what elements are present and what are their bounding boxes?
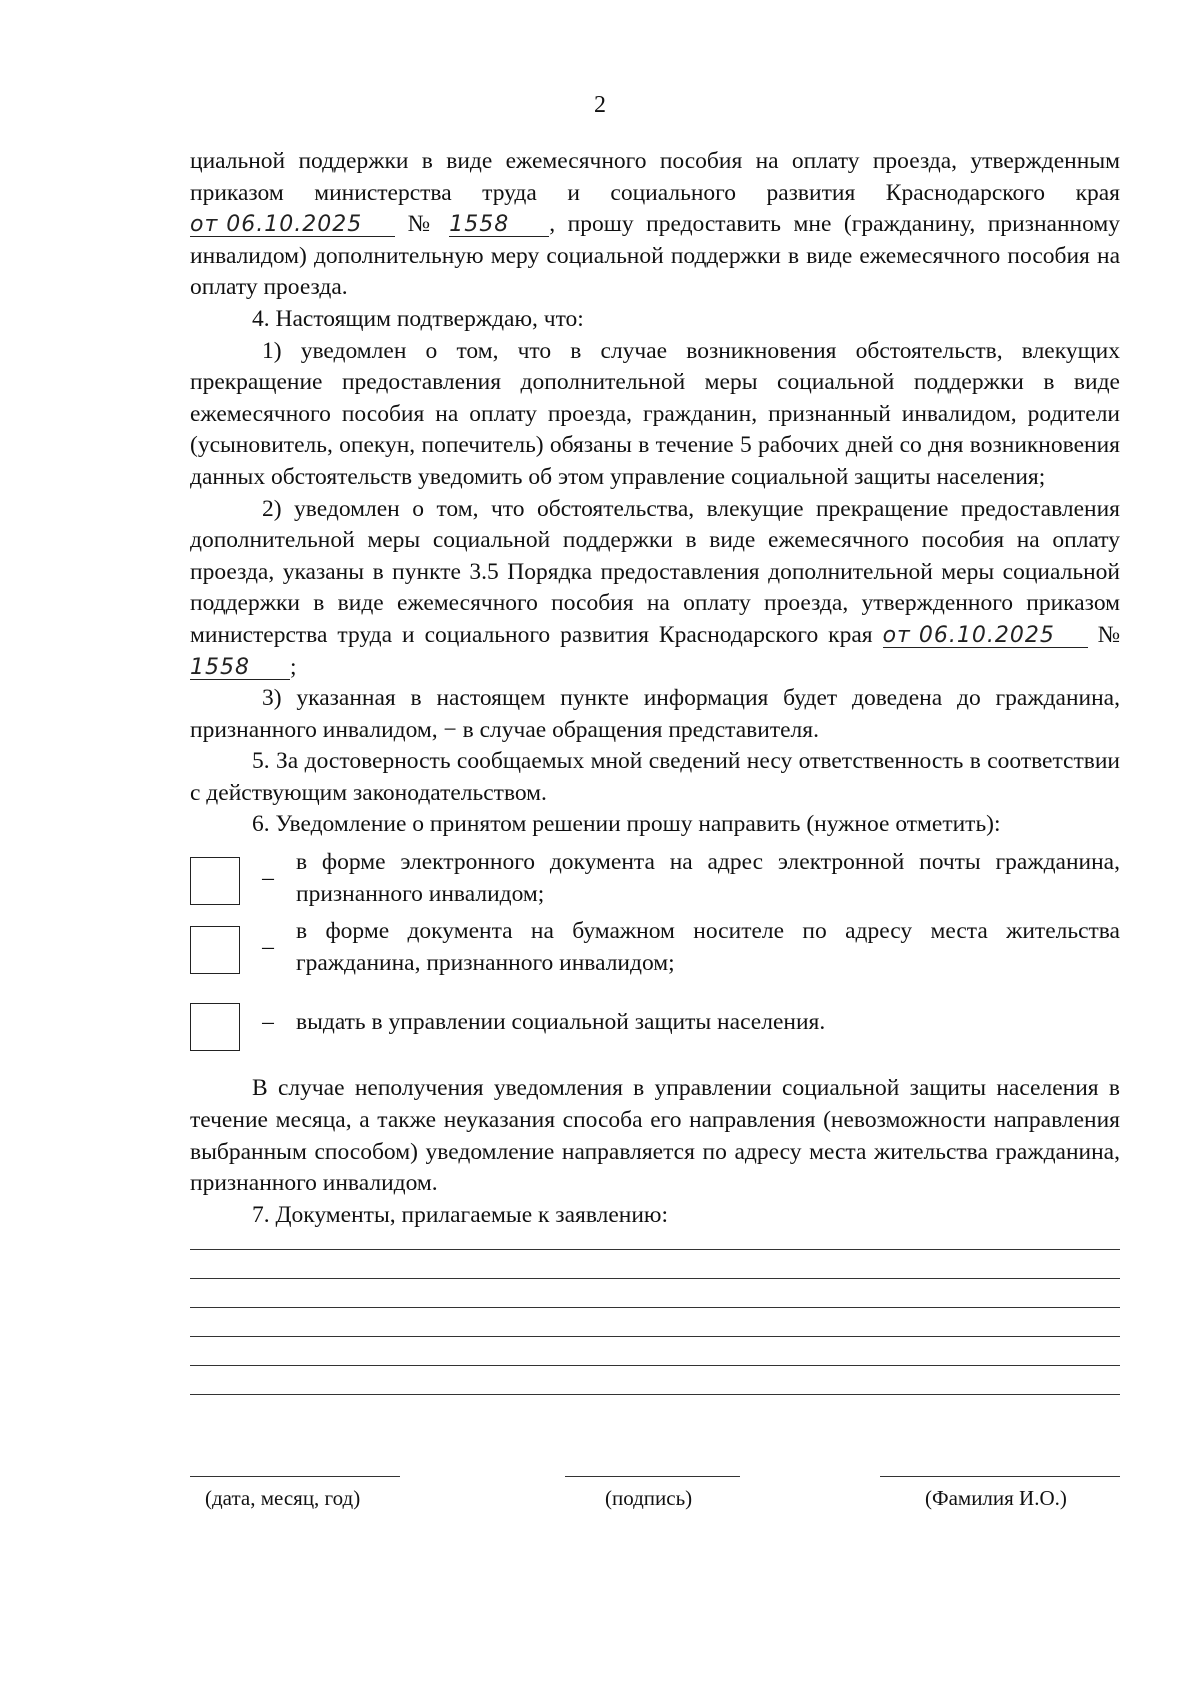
paragraph-note: В случае неполучения уведомления в управлении социальной защиты населения в течение месяца, а также неуказания способа его направления (невозможности направления выбранным способом) уведомление направляется по адресу места жительства гражданина, признанного инвалидом. [190,1075,1120,1197]
paragraph-6: 6. Уведомление о принятом решении прошу направить (нужное отметить): [252,811,1001,838]
paragraph-7: 7. Документы, прилагаемые к заявлению: [252,1201,669,1228]
checkbox-paper[interactable] [190,926,240,974]
attachments-lines [190,1249,1120,1395]
name-caption: (Фамилия И.О.) [925,1486,1067,1510]
paragraph-4-2: 2) уведомлен о том, что обстоятельства, влекущие прекращение предоставления дополнительной меры социальной поддержки в виде ежемесячного пособия на оплату проезда, указаны в пункте 3.5 Порядка предоставления дополнительной меры социальной поддержки в виде ежемесячного пособия на оплату проезда, утвержденного приказом министерства труда и социального развития Краснодарского края от 06.10.2025 № 1558 ; [190,495,1121,680]
handwritten-date-2: от 06.10.2025 [883,625,1088,648]
attachment-line[interactable] [190,1249,1120,1250]
paragraph-4-heading: 4. Настоящим подтверждаю, что: [252,305,584,332]
attachment-line[interactable] [190,1365,1120,1366]
option-email[interactable]: _ в форме электронного документа на адрес электронной почты гражданина, признанного инвалидом; [190,847,1120,910]
date-line[interactable] [190,1476,400,1477]
signature-caption: (подпись) [605,1486,693,1510]
option-paper-label: в форме документа на бумажном носителе по адресу места жительства гражданина, признанного инвалидом; [296,918,1120,976]
option-email-label: в форме электронного документа на адрес электронной почты гражданина, признанного инвалидом; [296,849,1120,907]
document-body [190,146,1120,1423]
checkbox-in-person[interactable] [190,1003,240,1051]
option-in-person[interactable]: – выдать в управлении социальной защиты населения. [190,993,1120,1051]
attachment-line[interactable] [190,1307,1120,1308]
paragraph-4-1: 1) уведомлен о том, что в случае возникновения обстоятельств, влекущих прекращение предоставления дополнительной меры социальной поддержки в виде ежемесячного пособия на оплату проезда, гражданин, признанный инвалидом, родители (усыновитель, опекун, попечитель) обязаны в течение 5 рабочих дней со дня возникновения данных обстоятельств уведомить об этом управление социальной защиты населения; [190,337,1120,490]
page-number: 2 [594,92,606,118]
attachment-line[interactable] [190,1394,1120,1395]
paragraph-4-3: 3) указанная в настоящем пункте информация будет доведена до гражданина, признанного инвалидом, − в случае обращения представителя. [190,685,1120,743]
handwritten-date-1: от 06.10.2025 [190,214,395,237]
name-line[interactable] [880,1476,1120,1477]
paragraph-intro: циальной поддержки в виде ежемесячного пособия на оплату проезда, утвержденным приказом министерства труда и социального развития Краснодарского края от 06.10.2025 № 1558 , прошу предоставить мне (гражданину, признанному инвалидом) дополнительную меру социальной поддержки в виде ежемесячного пособия на оплату проезда. [190,148,1121,301]
option-paper[interactable]: _ в форме документа на бумажном носителе по адресу места жительства гражданина, признанного инвалидом; [190,916,1120,979]
checkbox-email[interactable] [190,857,240,905]
handwritten-number-1: 1558 [449,214,549,237]
signature-line[interactable] [565,1476,740,1477]
handwritten-number-2: 1558 [190,657,290,680]
attachment-line[interactable] [190,1278,1120,1279]
option-in-person-label: выдать в управлении социальной защиты населения. [296,1009,826,1036]
paragraph-5: 5. За достоверность сообщаемых мной сведений несу ответственность в соответствии с действующим законодательством. [190,748,1120,806]
date-caption: (дата, месяц, год) [205,1486,361,1510]
attachment-line[interactable] [190,1336,1120,1337]
